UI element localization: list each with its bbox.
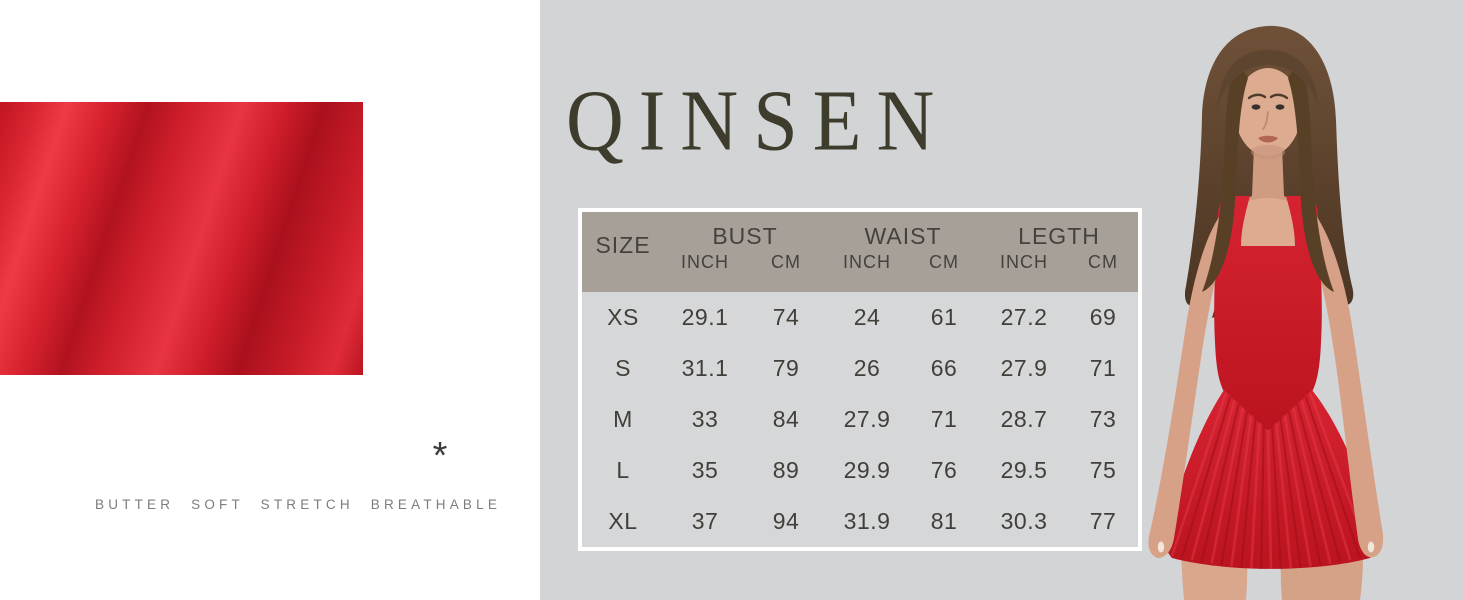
table-row — [580, 496, 1140, 549]
size-cell: XS — [607, 304, 639, 330]
table-header-row-units — [580, 252, 1140, 292]
unit-header: INCH — [980, 252, 1068, 292]
column-group-length: LEGTH — [980, 210, 1140, 252]
fingernail-left — [1158, 542, 1164, 553]
measurement-cell: 27.2 — [1000, 304, 1048, 330]
size-cell: M — [613, 406, 633, 432]
table-header-row-groups — [580, 210, 1140, 252]
left-panel — [0, 0, 540, 600]
measurement-cell: 73 — [1089, 406, 1117, 432]
column-group-bust: BUST — [664, 210, 826, 252]
unit-header: CM — [1068, 252, 1140, 292]
column-header-size: SIZE — [580, 210, 664, 292]
column-group-waist: WAIST — [826, 210, 980, 252]
table-row — [580, 394, 1140, 445]
measurement-cell: 27.9 — [1000, 355, 1048, 381]
measurement-cell: 61 — [930, 304, 958, 330]
measurement-cell: 81 — [930, 508, 958, 534]
size-cell: S — [615, 355, 631, 381]
measurement-cell: 27.9 — [843, 406, 891, 432]
brand-logo: QINSEN — [566, 73, 950, 169]
measurement-cell: 76 — [930, 457, 958, 483]
measurement-cell: 71 — [930, 406, 958, 432]
measurement-cell: 29.9 — [843, 457, 891, 483]
table-row — [580, 343, 1140, 394]
measurement-cell: 84 — [772, 406, 800, 432]
fabric-tagline: BUTTER SOFT STRETCH BREATHABLE — [95, 497, 502, 512]
unit-header: INCH — [664, 252, 746, 292]
eye-right — [1276, 104, 1285, 109]
measurement-cell: 30.3 — [1000, 508, 1048, 534]
measurement-cell: 77 — [1089, 508, 1117, 534]
measurement-cell: 37 — [691, 508, 719, 534]
measurement-cell: 28.7 — [1000, 406, 1048, 432]
asterisk-mark: * — [432, 435, 448, 477]
eye-left — [1252, 104, 1261, 109]
unit-header: CM — [746, 252, 826, 292]
measurement-cell: 26 — [853, 355, 881, 381]
size-cell: L — [616, 457, 630, 483]
measurement-cell: 71 — [1089, 355, 1117, 381]
unit-header: INCH — [826, 252, 908, 292]
size-cell: XL — [608, 508, 638, 534]
size-table-body — [580, 292, 1140, 549]
measurement-cell: 89 — [772, 457, 800, 483]
unit-header: CM — [908, 252, 980, 292]
fingernail-right — [1368, 542, 1374, 553]
measurement-cell: 29.5 — [1000, 457, 1048, 483]
measurement-cell: 33 — [691, 406, 719, 432]
red-fabric-swatch-image — [0, 102, 363, 375]
jaw-shadow — [1251, 145, 1285, 159]
measurement-cell: 66 — [930, 355, 958, 381]
measurement-cell: 74 — [772, 304, 800, 330]
measurement-cell: 35 — [691, 457, 719, 483]
table-row — [580, 445, 1140, 496]
measurement-cell: 24 — [853, 304, 881, 330]
model-photo — [1124, 0, 1464, 600]
measurement-cell: 79 — [772, 355, 800, 381]
measurement-cell: 69 — [1089, 304, 1117, 330]
measurement-cell: 94 — [772, 508, 800, 534]
measurement-cell: 75 — [1089, 457, 1117, 483]
measurement-cell: 29.1 — [681, 304, 729, 330]
measurement-cell: 31.9 — [843, 508, 891, 534]
size-chart-table — [578, 208, 1142, 551]
measurement-cell: 31.1 — [681, 355, 729, 381]
table-row — [580, 292, 1140, 343]
